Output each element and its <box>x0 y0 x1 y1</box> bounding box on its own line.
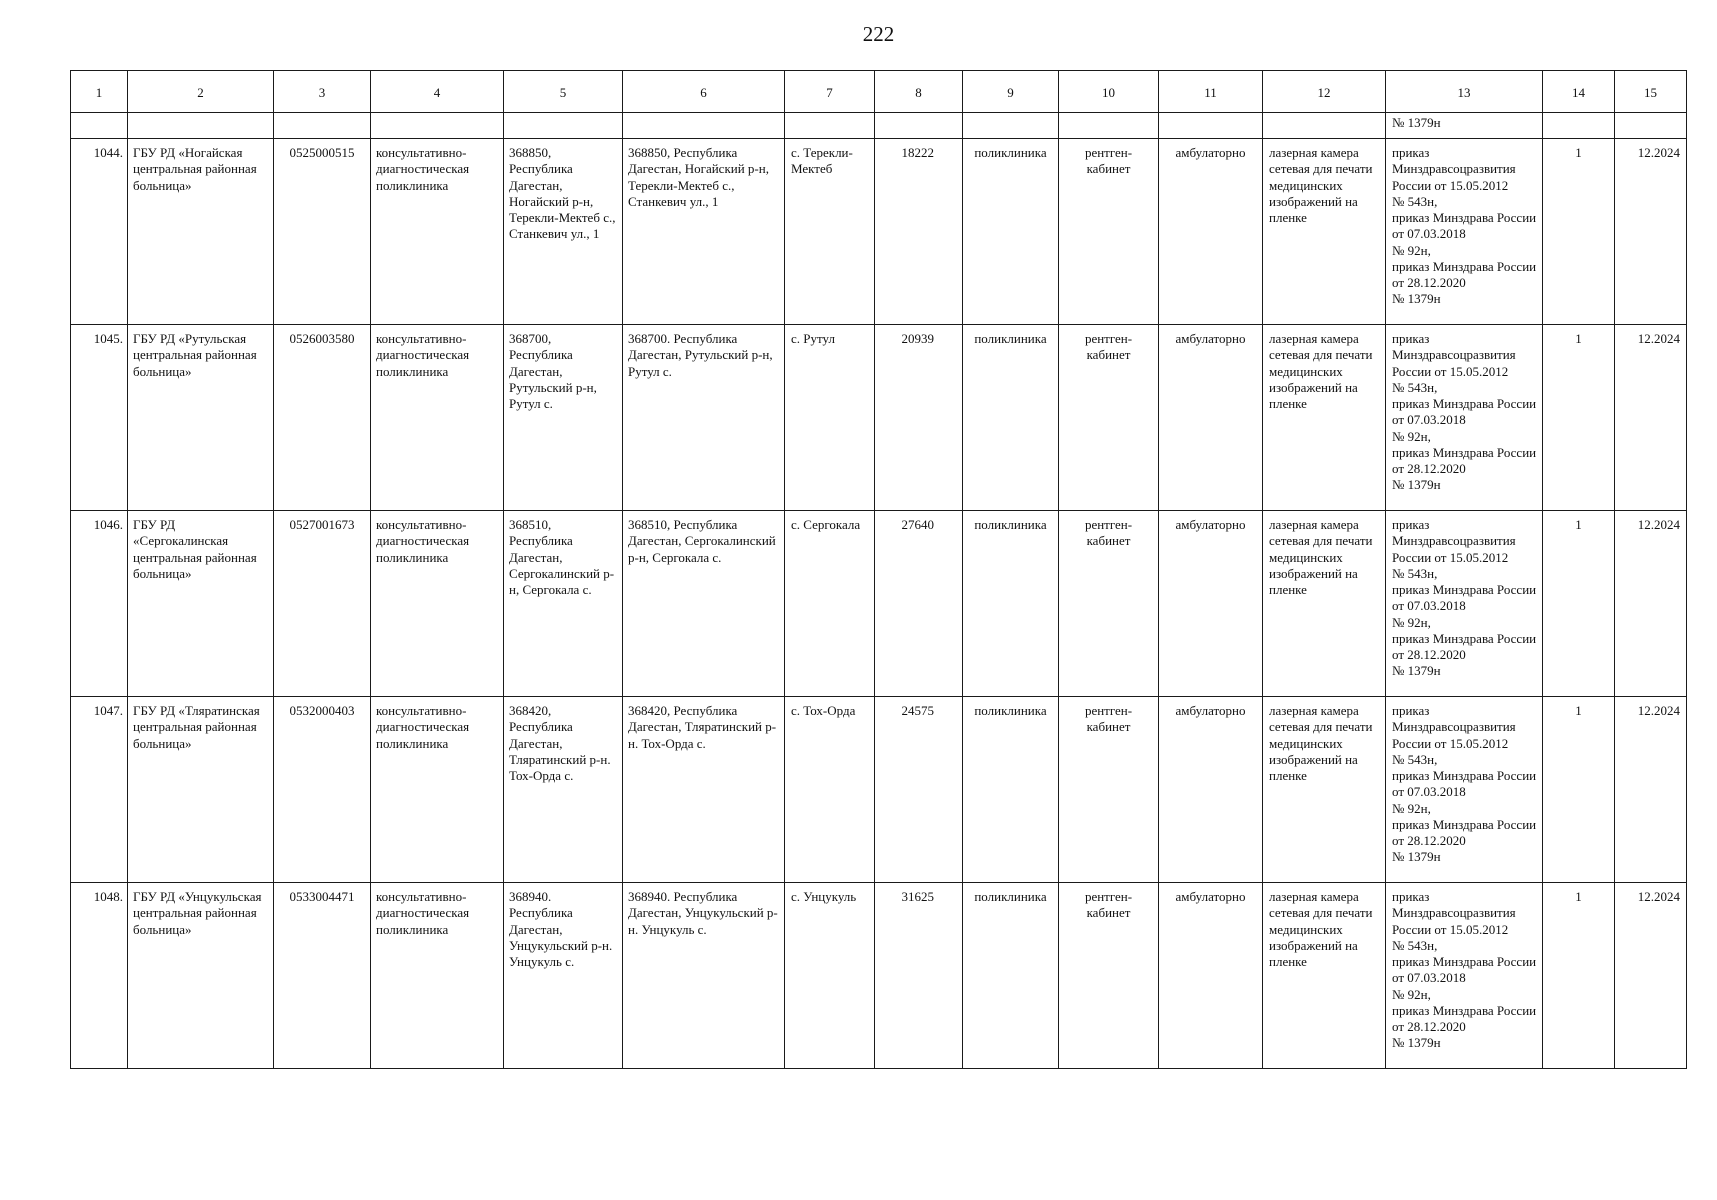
empty-cell <box>963 113 1059 139</box>
actual-address-cell: 368940. Республика Дагестан, Унцукульский р-н. Унцукуль с. <box>623 883 785 1069</box>
organization-cell: ГБУ РД «Рутульская центральная районная больница» <box>128 325 274 511</box>
organization-cell: ГБУ РД «Ногайская центральная районная больница» <box>128 139 274 325</box>
facility-type-cell: консультативно-диагностическая поликлиника <box>371 883 504 1069</box>
settlement-cell: с. Сергокала <box>785 511 875 697</box>
table-row <box>71 325 1687 511</box>
legal-address-cell: 368420, Республика Дагестан, Тляратинский р-н. Тох-Орда с. <box>504 697 623 883</box>
equipment-cell: лазерная камера сетевая для печати медицинских изображений на пленке <box>1263 697 1386 883</box>
legal-address-cell: 368510, Республика Дагестан, Сергокалинский р-н, Сергокала с. <box>504 511 623 697</box>
column-number: 1 <box>71 71 128 113</box>
empty-cell <box>785 113 875 139</box>
quantity-cell: 1 <box>1543 139 1615 325</box>
legal-address-cell: 368700, Республика Дагестан, Рутульский р-н, Рутул с. <box>504 325 623 511</box>
column-number: 15 <box>1615 71 1687 113</box>
table-row <box>71 139 1687 325</box>
settlement-cell: с. Унцукуль <box>785 883 875 1069</box>
code-cell: 0532000403 <box>274 697 371 883</box>
settlement-cell: с. Терекли-Мектеб <box>785 139 875 325</box>
date-cell: 12.2024 <box>1615 325 1687 511</box>
empty-cell <box>875 113 963 139</box>
code-cell: 0526003580 <box>274 325 371 511</box>
column-number-row <box>71 71 1687 113</box>
facility-type-cell: консультативно-диагностическая поликлиника <box>371 697 504 883</box>
column-number: 14 <box>1543 71 1615 113</box>
population-cell: 24575 <box>875 697 963 883</box>
basis-cell: приказ Минздравсоцразвития России от 15.05.2012 № 543н, приказ Минздрава России от 07.03.2018 № 92н, приказ Минздрава России от 28.12.2020 № 1379н <box>1386 883 1543 1069</box>
unit-cell: рентген-кабинет <box>1059 325 1159 511</box>
care-mode-cell: амбулаторно <box>1159 883 1263 1069</box>
table-row <box>71 511 1687 697</box>
date-cell: 12.2024 <box>1615 697 1687 883</box>
code-cell: 0533004471 <box>274 883 371 1069</box>
organization-cell: ГБУ РД «Сергокалинская центральная районная больница» <box>128 511 274 697</box>
equipment-cell: лазерная камера сетевая для печати медицинских изображений на пленке <box>1263 883 1386 1069</box>
code-cell: 0525000515 <box>274 139 371 325</box>
population-cell: 27640 <box>875 511 963 697</box>
settlement-cell: с. Тох-Орда <box>785 697 875 883</box>
equipment-cell: лазерная камера сетевая для печати медицинских изображений на пленке <box>1263 325 1386 511</box>
empty-cell <box>128 113 274 139</box>
organization-cell: ГБУ РД «Унцукульская центральная районная больница» <box>128 883 274 1069</box>
column-number: 10 <box>1059 71 1159 113</box>
page-number: 222 <box>862 22 895 46</box>
basis-cell: приказ Минздравсоцразвития России от 15.05.2012 № 543н, приказ Минздрава России от 07.03.2018 № 92н, приказ Минздрава России от 28.12.2020 № 1379н <box>1386 697 1543 883</box>
quantity-cell: 1 <box>1543 325 1615 511</box>
legal-address-cell: 368850, Республика Дагестан, Ногайский р-н, Терекли-Мектеб с., Станкевич ул., 1 <box>504 139 623 325</box>
empty-cell <box>1059 113 1159 139</box>
date-cell: 12.2024 <box>1615 883 1687 1069</box>
empty-cell <box>1543 113 1615 139</box>
row-number-cell: 1048. <box>71 883 128 1069</box>
empty-cell <box>274 113 371 139</box>
legal-address-cell: 368940. Республика Дагестан, Унцукульский р-н. Унцукуль с. <box>504 883 623 1069</box>
facility-cell: поликлиника <box>963 139 1059 325</box>
registry-table <box>70 70 1687 1069</box>
empty-cell <box>1159 113 1263 139</box>
date-cell: 12.2024 <box>1615 511 1687 697</box>
column-number: 8 <box>875 71 963 113</box>
code-cell: 0527001673 <box>274 511 371 697</box>
column-number: 2 <box>128 71 274 113</box>
equipment-cell: лазерная камера сетевая для печати медицинских изображений на пленке <box>1263 139 1386 325</box>
facility-cell: поликлиника <box>963 325 1059 511</box>
basis-cell: приказ Минздравсоцразвития России от 15.05.2012 № 543н, приказ Минздрава России от 07.03.2018 № 92н, приказ Минздрава России от 28.12.2020 № 1379н <box>1386 511 1543 697</box>
actual-address-cell: 368420, Республика Дагестан, Тляратинский р-н. Тох-Орда с. <box>623 697 785 883</box>
unit-cell: рентген-кабинет <box>1059 139 1159 325</box>
care-mode-cell: амбулаторно <box>1159 511 1263 697</box>
row-number-cell: 1045. <box>71 325 128 511</box>
empty-cell <box>1615 113 1687 139</box>
facility-type-cell: консультативно-диагностическая поликлиника <box>371 325 504 511</box>
unit-cell: рентген-кабинет <box>1059 883 1159 1069</box>
empty-cell <box>504 113 623 139</box>
facility-cell: поликлиника <box>963 883 1059 1069</box>
empty-cell <box>1263 113 1386 139</box>
equipment-cell: лазерная камера сетевая для печати медицинских изображений на пленке <box>1263 511 1386 697</box>
actual-address-cell: 368850, Республика Дагестан, Ногайский р-н, Терекли-Мектеб с., Станкевич ул., 1 <box>623 139 785 325</box>
actual-address-cell: 368700. Республика Дагестан, Рутульский р-н, Рутул с. <box>623 325 785 511</box>
column-number: 11 <box>1159 71 1263 113</box>
quantity-cell: 1 <box>1543 511 1615 697</box>
column-number: 6 <box>623 71 785 113</box>
facility-type-cell: консультативно-диагностическая поликлиника <box>371 139 504 325</box>
unit-cell: рентген-кабинет <box>1059 511 1159 697</box>
row-number-cell: 1044. <box>71 139 128 325</box>
population-cell: 20939 <box>875 325 963 511</box>
basis-cell: приказ Минздравсоцразвития России от 15.05.2012 № 543н, приказ Минздрава России от 07.03.2018 № 92н, приказ Минздрава России от 28.12.2020 № 1379н <box>1386 325 1543 511</box>
row-number-cell: 1046. <box>71 511 128 697</box>
quantity-cell: 1 <box>1543 697 1615 883</box>
actual-address-cell: 368510, Республика Дагестан, Сергокалинский р-н, Сергокала с. <box>623 511 785 697</box>
quantity-cell: 1 <box>1543 883 1615 1069</box>
empty-cell <box>71 113 128 139</box>
column-number: 9 <box>963 71 1059 113</box>
empty-cell <box>371 113 504 139</box>
population-cell: 18222 <box>875 139 963 325</box>
continuation-row <box>71 113 1687 139</box>
column-number: 4 <box>371 71 504 113</box>
care-mode-cell: амбулаторно <box>1159 697 1263 883</box>
column-number: 12 <box>1263 71 1386 113</box>
date-cell: 12.2024 <box>1615 139 1687 325</box>
column-number: 5 <box>504 71 623 113</box>
column-number: 13 <box>1386 71 1543 113</box>
care-mode-cell: амбулаторно <box>1159 139 1263 325</box>
care-mode-cell: амбулаторно <box>1159 325 1263 511</box>
table-row <box>71 883 1687 1069</box>
facility-cell: поликлиника <box>963 697 1059 883</box>
population-cell: 31625 <box>875 883 963 1069</box>
organization-cell: ГБУ РД «Тляратинская центральная районная больница» <box>128 697 274 883</box>
unit-cell: рентген-кабинет <box>1059 697 1159 883</box>
row-number-cell: 1047. <box>71 697 128 883</box>
table-row <box>71 697 1687 883</box>
column-number: 7 <box>785 71 875 113</box>
facility-cell: поликлиника <box>963 511 1059 697</box>
basis-cell: приказ Минздравсоцразвития России от 15.05.2012 № 543н, приказ Минздрава России от 07.03.2018 № 92н, приказ Минздрава России от 28.12.2020 № 1379н <box>1386 139 1543 325</box>
empty-cell <box>623 113 785 139</box>
facility-type-cell: консультативно-диагностическая поликлиника <box>371 511 504 697</box>
basis-continuation-cell: № 1379н <box>1386 113 1543 139</box>
column-number: 3 <box>274 71 371 113</box>
settlement-cell: с. Рутул <box>785 325 875 511</box>
